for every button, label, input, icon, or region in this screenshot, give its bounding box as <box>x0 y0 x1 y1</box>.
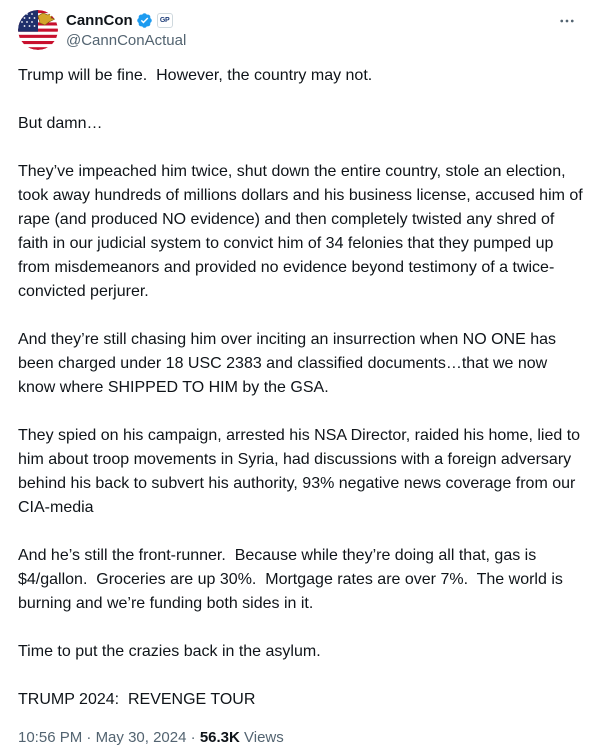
tweet-paragraph: They’ve impeached him twice, shut down the entire country, stole an election, took away hundreds of millions dollars and his business license, accused him of rape (and produced NO evidence) and then completely twisted any shred of faith in our judicial system to convict him of 34 felonies that they pumped up from misdemeanors and provided no evidence beyond testimony of a twice- convicted perjurer. <box>18 163 588 300</box>
tweet-paragraph: Time to put the crazies back in the asylum. <box>18 643 321 660</box>
tweet-meta <box>18 728 284 748</box>
views-label: Views <box>244 729 284 746</box>
tweet-paragraph: They spied on his campaign, arrested his NSA Director, raided his home, lied to him about troop movements in Syria, had discussions with a foreign adversary behind his back to subvert his authority, 93% negative news coverage from our CIA-media <box>18 427 585 516</box>
tweet-paragraph: TRUMP 2024: REVENGE TOUR <box>18 691 256 708</box>
meta-separator: · <box>86 729 92 746</box>
tweet-paragraph: But damn… <box>18 115 103 132</box>
views-count[interactable]: 56.3K <box>199 729 240 746</box>
more-options-button[interactable] <box>552 10 582 32</box>
tweet-header <box>18 8 584 52</box>
more-horizontal-icon <box>558 12 576 30</box>
affiliate-badge[interactable]: GP <box>157 13 173 28</box>
display-name-row <box>66 10 186 30</box>
meta-separator: · <box>190 729 196 746</box>
tweet-paragraph: And they’re still chasing him over inciting an insurrection when NO ONE has been charged under 18 USC 2383 and classified documents…that we now know where SHIPPED TO HIM by the GSA. <box>18 331 561 396</box>
tweet-paragraph: Trump will be fine. However, the country may not. <box>18 67 373 84</box>
tweet-date[interactable]: May 30, 2024 <box>95 729 187 746</box>
tweet-text <box>18 64 588 712</box>
tweet-paragraph: And he’s still the front-runner. Because while they’re doing all that, gas is $4/gallon. Groceries are up 30%. Mortgage rates are over 7%. The world is burning and we’re funding both sides in it. <box>18 547 568 612</box>
american-flag-eagle-avatar[interactable] <box>18 10 58 50</box>
verified-badge-icon[interactable] <box>136 12 153 29</box>
tweet-time[interactable]: 10:56 PM <box>18 729 83 746</box>
display-name[interactable]: CannCon <box>66 11 133 29</box>
author-handle[interactable]: @CannConActual <box>66 32 187 49</box>
author-names <box>66 10 186 49</box>
